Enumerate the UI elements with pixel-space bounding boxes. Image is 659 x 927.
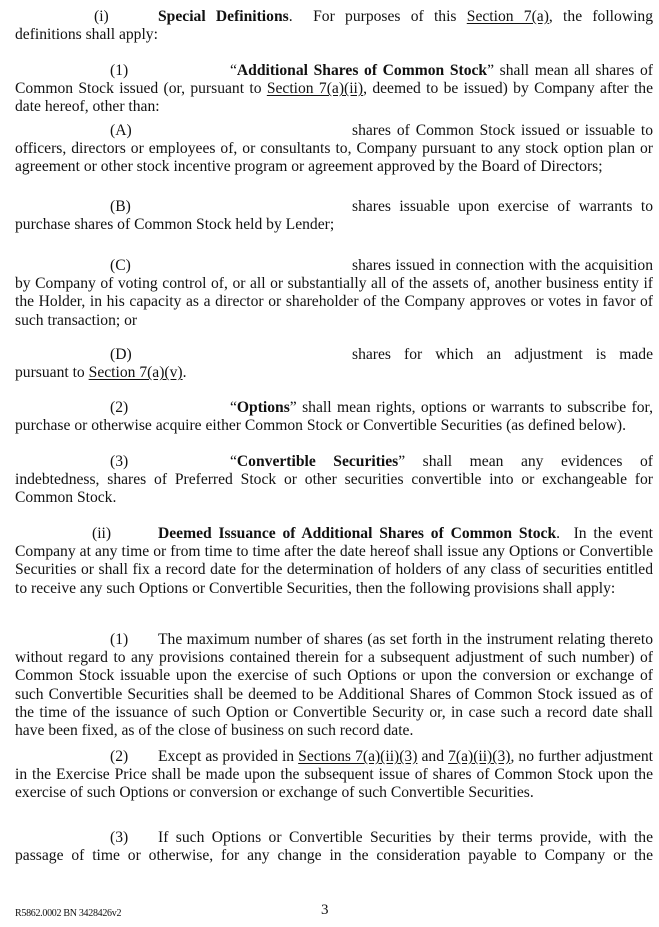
item-label: (2) [110,748,129,765]
definition-3-paragraph: (3) “Convertible Securities” shall mean any evidences of indebtedness, shares of Preferred Stock or other securities convertible into or exchangeable for Common Stock. [15,453,653,507]
body-text: shall mean any evidences of indebtedness, shares of Preferred Stock or other securities convertible into or exchangeable for Common Stock. [15,453,653,507]
cross-reference-link[interactable]: Section 7(a)(ii) [266,80,364,98]
body-text: . [182,364,187,382]
body-text: shall mean all shares of Common Stock issued (or, pursuant to [15,62,653,98]
defined-term: Convertible Securities [236,453,399,470]
item-label: (3) [110,829,129,846]
body-text: and [417,748,449,765]
definition-1-paragraph: (1) “Additional Shares of Common Stock” shall mean all shares of Common Stock issued (or, pursuant to Section 7(a)(ii), deemed to be issued) by Company after the date hereof, other than: [15,62,653,116]
item-label: (C) [110,257,131,274]
clause-C-paragraph [15,257,653,330]
section-i-paragraph: (i) Special Definitions. For purposes of this Section 7(a), the following definitions shall apply: [15,8,654,44]
body-text: shares issuable upon exercise of warrants to purchase shares of Common Stock held by Lender; [15,198,653,234]
subsection-ii-1-paragraph [15,631,653,740]
cross-reference-link[interactable]: 7(a)(ii)(3) [448,748,511,765]
item-label: (1) [110,631,129,648]
body-text: Except as provided in [158,748,299,765]
definition-2-paragraph: (2) “Options” shall mean rights, options or warrants to subscribe for, purchase or otherwise acquire either Common Stock or Convertible Securities (as defined below). [15,399,653,435]
section-heading: Special Definitions [158,8,289,25]
cross-reference-link[interactable]: Sections 7(a)(ii)(3) [298,748,418,765]
item-label: (3) [110,453,129,470]
section-ii-paragraph: (ii) Deemed Issuance of Additional Shares of Common Stock. In the event Company at any time or from time to time after the date hereof shall issue any Options or Convertible Securities or shall fix a record date for the determination of holders of any class of securities entitled to receive any such Options or Convertible Securities, then the following provisions shall apply: [15,525,653,597]
body-text: , the following definitions shall apply: [15,8,654,44]
body-text: If such Options or Convertible Securities by their terms provide, with the passage of time or otherwise, for any change in the consideration payable to Company or the [15,829,653,865]
defined-term: Additional Shares of Common Stock [236,62,488,79]
body-text: shares issued in connection with the acquisition by Company of voting control of, or all or substantially all of the assets of, another business entity if the Holder, in his capacity as a director or shareholder of the Company approves or votes in favor of such transaction; or [15,257,653,329]
cross-reference-link[interactable]: Section 7(a) [466,8,549,25]
body-text: shares for which an adjustment is made pursuant to [15,346,653,382]
clause-A-paragraph [15,122,653,177]
body-text: The maximum number of shares (as set forth in the instrument relating thereto without regard to any provisions contained therein for a subsequent adjustment of such number) of Common Stock issuable upon the exercise of such Options or upon the conversion or exchange of such Convertible Securities shall be deemed to be Additional Shares of Common Stock issued as of the time of the issuance of such Option or Convertible Security or, in case such a record date shall have been fixed, as of the close of business on such record date. [15,631,653,740]
body-text: shares of Common Stock issued or issuable to officers, directors or employees of, or consultants to, Company pursuant to any stock option plan or agreement or other stock incentive program or agreement approved by the Board of Directors; [15,122,653,176]
clause-D-paragraph [15,346,653,382]
section-heading: Deemed Issuance of Additional Shares of Common Stock [158,525,557,542]
body-text: shall mean rights, options or warrants to subscribe for, purchase or otherwise acquire either Common Stock or Convertible Securities (as defined below). [15,399,653,435]
page-number: 3 [321,902,329,918]
item-label: (D) [110,346,132,363]
clause-B-paragraph [15,198,653,234]
item-label: (1) [110,62,129,79]
body-text: , deemed to be issued) by Company after the date hereof, other than: [15,80,653,116]
body-text: For purposes of this [313,8,457,25]
body-text: In the event Company at any time or from time to time after the date hereof shall issue any Options or Convertible Securities or shall fix a record date for the determination of holders of any class of securities entitled to receive any such Options or Convertible Securities, then the following provisions shall apply: [15,525,653,597]
item-label: (A) [110,122,132,139]
defined-term: Options [236,399,290,416]
section-label: (i) [94,8,109,25]
cross-reference-link[interactable]: Section 7(a)(v) [88,364,183,382]
item-label: (2) [110,399,129,416]
body-text: , no further adjustment in the Exercise Price shall be made upon the subsequent issue of shares of Common Stock upon the exercise of such Options or conversion or exchange of such Convertible Securities. [15,748,654,802]
subsection-ii-2-paragraph [15,748,653,803]
document-id: R5862.0002 BN 3428426v2 [15,908,122,919]
item-label: (B) [110,198,131,215]
subsection-ii-3-paragraph [15,829,653,865]
section-label: (ii) [92,525,112,542]
